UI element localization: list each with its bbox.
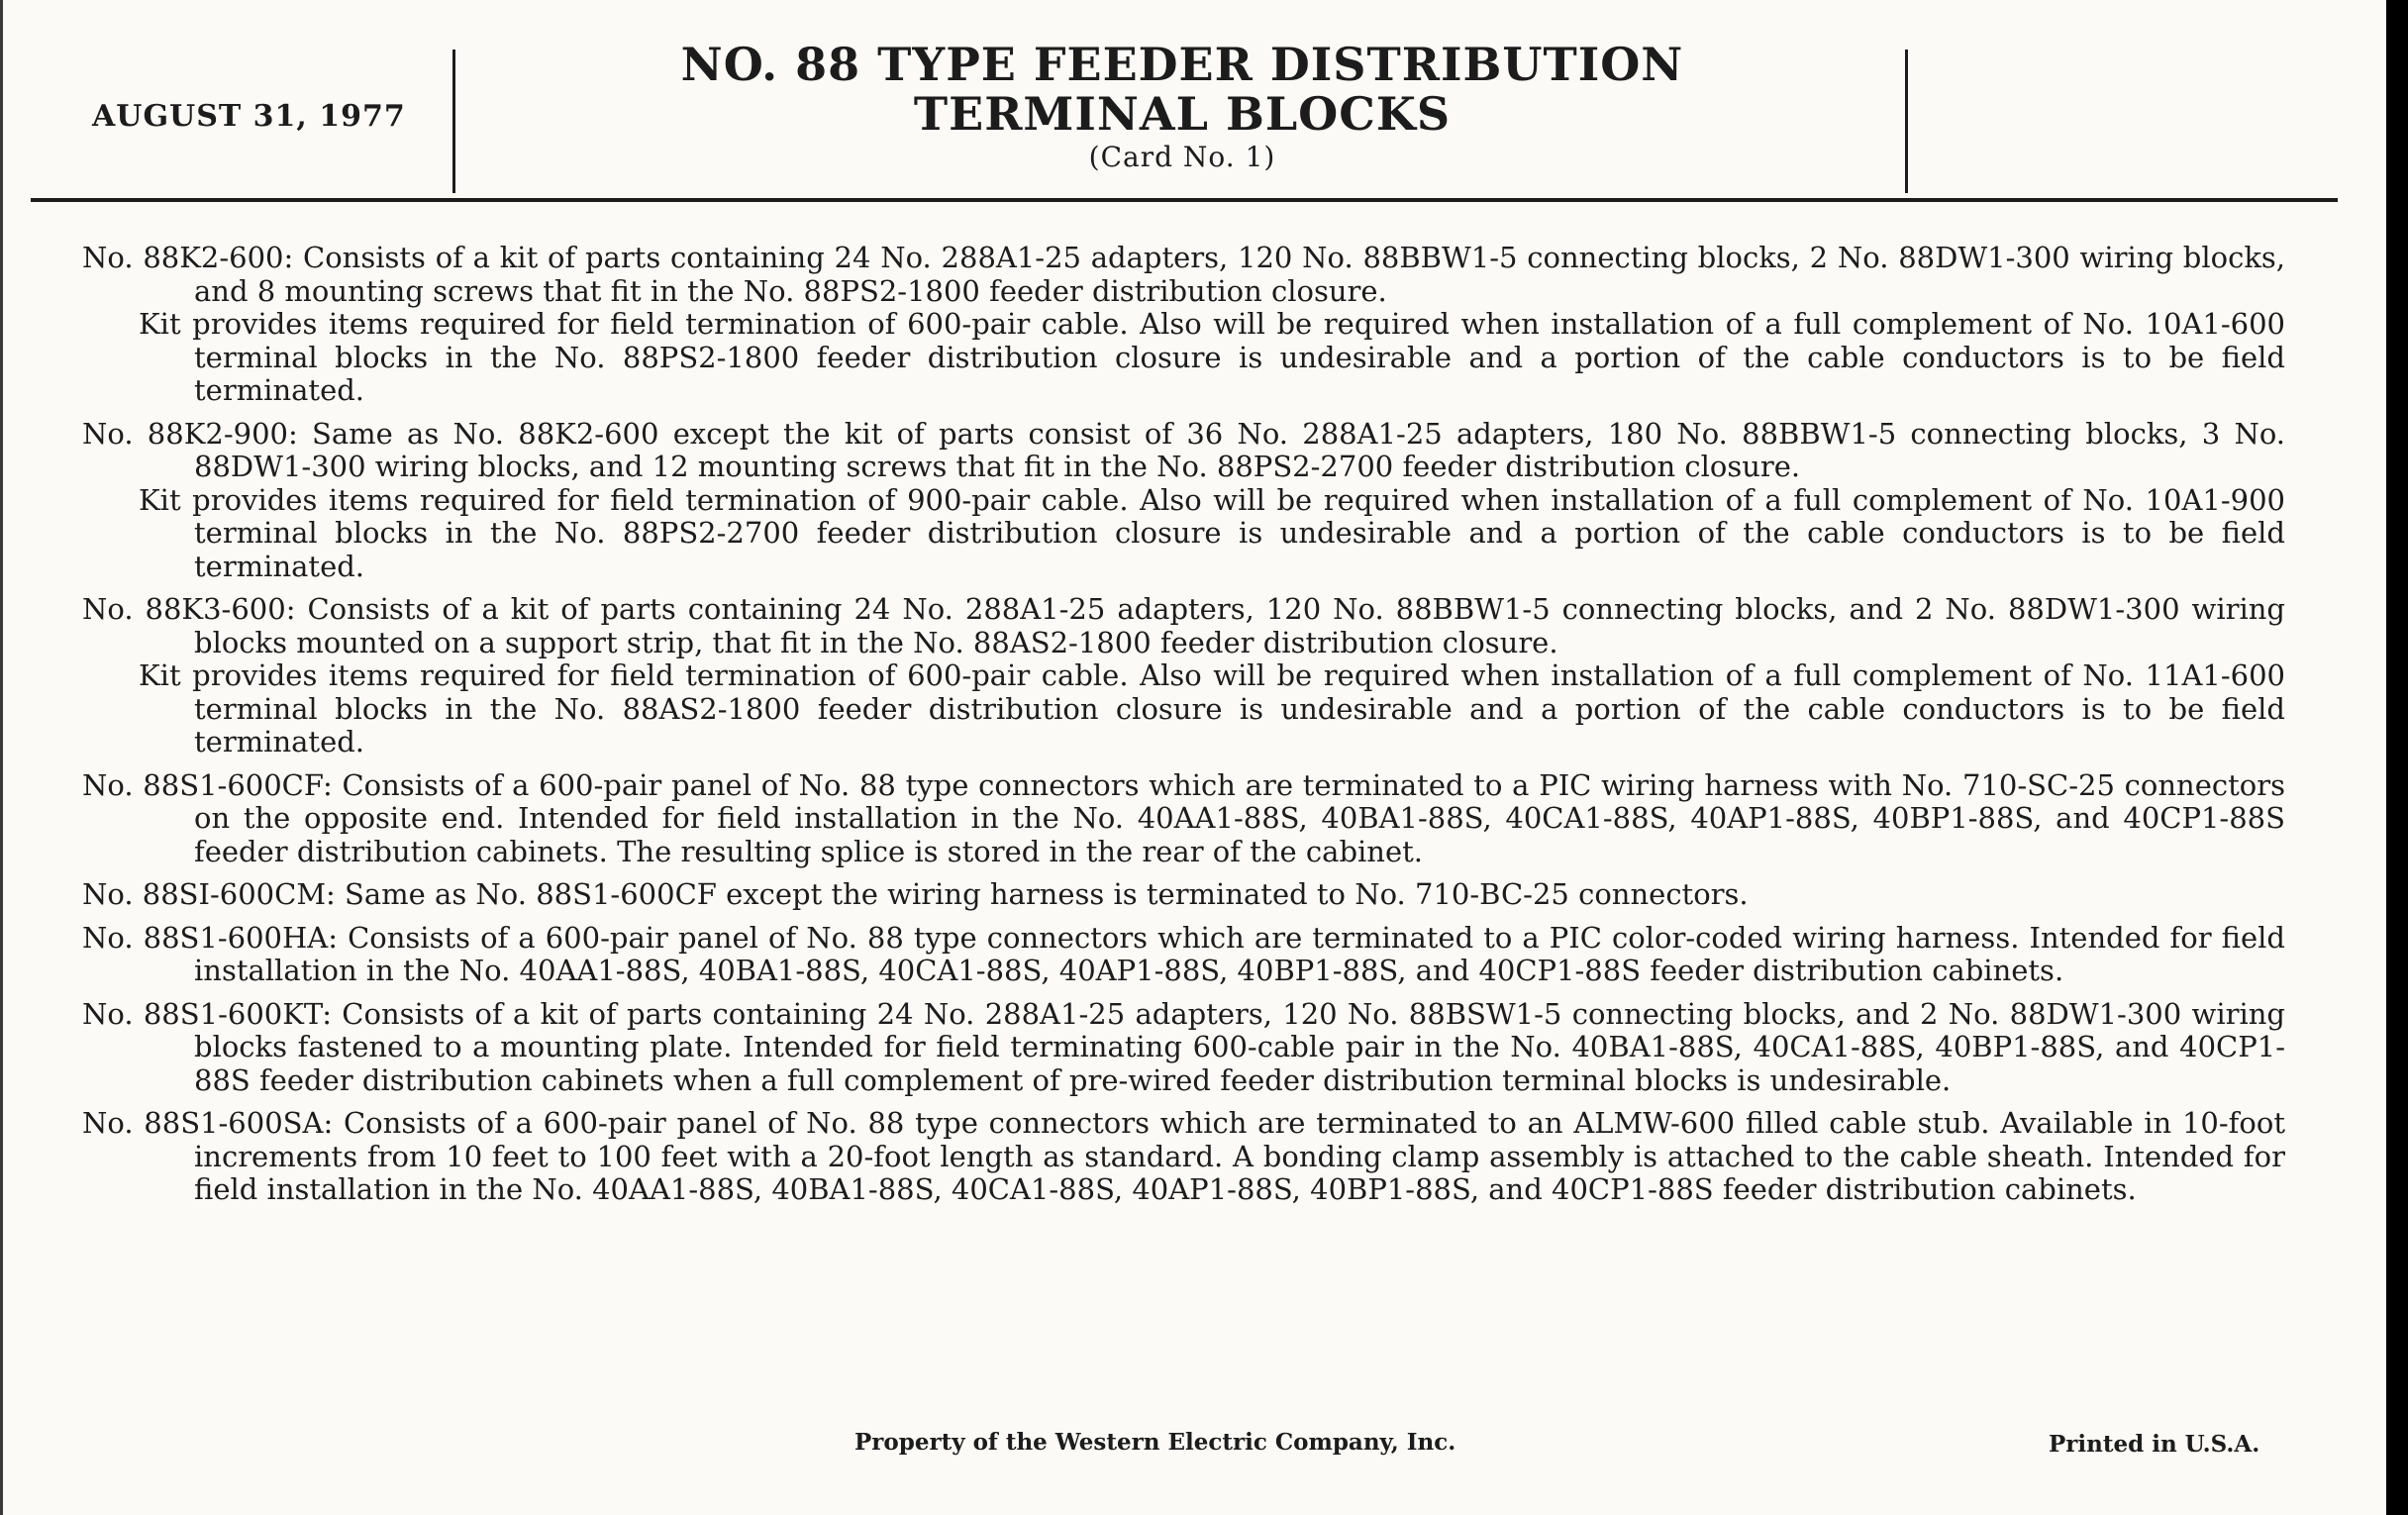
entry-description: No. 88S1-600KT: Consists of a kit of parts containing 24 No. 288A1-25 adapters, 120 No. 88BSW1-5 connecting blocks, and 2 No. 88DW1-300 wiring blocks fastened to a mounting plate. Intended for field terminating 600-cable pair in the No. 40BA1-88S, 40CA1-88S, 40BP1-88S, and 40CP1-88S feeder distribution cabinets when a full complement of pre-wired feeder distribution terminal blocks is undesirable. bbox=[82, 996, 2285, 1097]
entry-description: No. 88S1-600HA: Consists of a 600-pair panel of No. 88 type connectors which are terminated to a PIC color-coded wiring harness. Intended for field installation in the No. 40AA1-88S, 40BA1-88S, 40CA1-88S, 40AP1-88S, 40BP1-88S, and 40CP1-88S feeder distribution cabinets. bbox=[82, 920, 2285, 987]
entry-88k3-600 bbox=[82, 593, 2285, 759]
printed-notice: Printed in U.S.A. bbox=[2049, 1431, 2260, 1458]
card-title-block bbox=[458, 40, 1906, 176]
entry-description: No. 88SI-600CM: Same as No. 88S1-600CF except the wiring harness is terminated to No. 710-BC-25 connectors. bbox=[82, 877, 1749, 911]
card-title-line2: TERMINAL BLOCKS bbox=[913, 87, 1452, 141]
entry-kit-note: Kit provides items required for field termination of 900-pair cable. Also will be required when installation of a full complement of No. 10A1-900 terminal blocks in the No. 88PS2-2700 feeder distribution closure is undesirable and a portion of the cable conductors is to be field terminated. bbox=[139, 482, 2285, 583]
entry-88s1-600sa bbox=[82, 1107, 2285, 1207]
entry-88s1-600kt bbox=[82, 998, 2285, 1098]
entry-description: No. 88K2-900: Same as No. 88K2-600 except the kit of parts consist of 36 No. 288A1-25 adapters, 180 No. 88BBW1-5 connecting blocks, 3 No. 88DW1-300 wiring blocks, and 12 mounting screws that fit in the No. 88PS2-2700 feeder distribution closure. bbox=[82, 416, 2285, 483]
property-notice: Property of the Western Electric Company, Inc. bbox=[854, 1429, 1456, 1456]
entry-description: No. 88K3-600: Consists of a kit of parts containing 24 No. 288A1-25 adapters, 120 No. 88BBW1-5 connecting blocks, and 2 No. 88DW1-300 wiring blocks mounted on a support strip, that fit in the No. 88AS2-1800 feeder distribution closure. bbox=[82, 592, 2285, 659]
entry-88k2-600 bbox=[82, 242, 2285, 408]
header-rule bbox=[31, 198, 2338, 202]
entry-88si-600cm bbox=[82, 878, 2285, 912]
entry-88s1-600cf bbox=[82, 769, 2285, 869]
entry-88k2-900 bbox=[82, 418, 2285, 584]
entry-kit-note: Kit provides items required for field termination of 600-pair cable. Also will be required when installation of a full complement of No. 11A1-600 terminal blocks in the No. 88AS2-1800 feeder distribution closure is undesirable and a portion of the cable conductors is to be field terminated. bbox=[139, 658, 2285, 758]
header-divider-right bbox=[1905, 50, 1908, 193]
card-number: (Card No. 1) bbox=[1088, 141, 1276, 173]
header-divider-left bbox=[452, 50, 455, 193]
entry-88s1-600ha bbox=[82, 922, 2285, 988]
entry-list bbox=[82, 242, 2285, 1217]
card-date: AUGUST 31, 1977 bbox=[92, 99, 406, 134]
entry-description: No. 88S1-600CF: Consists of a 600-pair panel of No. 88 type connectors which are terminated to a PIC wiring harness with No. 710-SC-25 connectors on the opposite end. Intended for field installation in the No. 40AA1-88S, 40BA1-88S, 40CA1-88S, 40AP1-88S, 40BP1-88S, and 40CP1-88S feeder distribution cabinets. The resulting splice is stored in the rear of the cabinet. bbox=[82, 767, 2285, 868]
entry-kit-note: Kit provides items required for field termination of 600-pair cable. Also will be required when installation of a full complement of No. 10A1-600 terminal blocks in the No. 88PS2-1800 feeder distribution closure is undesirable and a portion of the cable conductors is to be field terminated. bbox=[139, 307, 2285, 407]
entry-description: No. 88K2-600: Consists of a kit of parts containing 24 No. 288A1-25 adapters, 120 No. 88BBW1-5 connecting blocks, 2 No. 88DW1-300 wiring blocks, and 8 mounting screws that fit in the No. 88PS2-1800 feeder distribution closure. bbox=[82, 241, 2285, 308]
entry-description: No. 88S1-600SA: Consists of a 600-pair panel of No. 88 type connectors which are terminated to an ALMW-600 filled cable stub. Available in 10-foot increments from 10 feet to 100 feet with a 20-foot length as standard. A bonding clamp assembly is attached to the cable sheath. Intended for field installation in the No. 40AA1-88S, 40BA1-88S, 40CA1-88S, 40AP1-88S, 40BP1-88S, and 40CP1-88S feeder distribution cabinets. bbox=[82, 1106, 2285, 1206]
card-title-line1: NO. 88 TYPE FEEDER DISTRIBUTION bbox=[680, 38, 1684, 91]
